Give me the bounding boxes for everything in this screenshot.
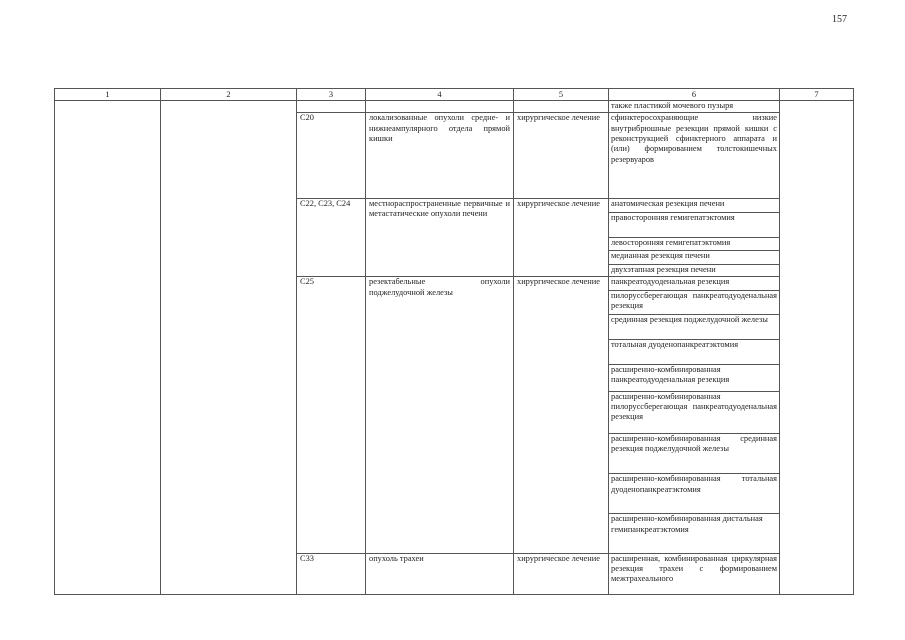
condition-cell: местнораспространенные первичные и метастатические опухоли печени — [366, 198, 514, 276]
column-header: 2 — [161, 89, 297, 101]
condition-cell — [366, 101, 514, 113]
procedure-cell: расширенно-комбинированная тотальная дуоденопанкреатэктомия — [609, 474, 780, 514]
procedure-cell: левосторонняя гемигепатэктомия — [609, 237, 780, 250]
procedure-cell: срединная резекция поджелудочной железы — [609, 315, 780, 340]
procedure-cell: двухэтапная резекция печени — [609, 264, 780, 276]
condition-cell: резектабельные опухоли поджелудочной железы — [366, 277, 514, 553]
column-header: 5 — [514, 89, 609, 101]
procedure-cell: также пластикой мочевого пузыря — [609, 101, 780, 113]
treatment-cell: хирургическое лечение — [514, 277, 609, 553]
table-row — [55, 101, 854, 113]
column-7-cell — [780, 101, 854, 595]
table-header-row — [55, 89, 854, 101]
procedure-cell: расширенно-комбинированная панкреатодуоденальная резекция — [609, 364, 780, 391]
procedure-cell: правосторонняя гемигепатэктомия — [609, 213, 780, 238]
treatment-cell: хирургическое лечение — [514, 198, 609, 276]
procedure-cell: тотальная дуоденопанкреатэктомия — [609, 340, 780, 365]
column-header: 3 — [297, 89, 366, 101]
page-number: 157 — [832, 14, 847, 25]
procedure-cell: медианная резекция печени — [609, 251, 780, 264]
procedure-cell: анатомическая резекция печени — [609, 198, 780, 212]
treatment-cell: хирургическое лечение — [514, 553, 609, 594]
code-cell: C20 — [297, 113, 366, 199]
condition-cell: локализованные опухоли средне- и нижнеампулярного отдела прямой кишки — [366, 113, 514, 199]
procedure-cell: расширенно-комбинированная пилоруссберегающая панкреатодуоденальная резекция — [609, 391, 780, 433]
code-cell: C25 — [297, 277, 366, 553]
procedure-cell: пилоруссберегающая панкреатодуоденальная резекция — [609, 290, 780, 315]
column-2-cell — [161, 101, 297, 595]
procedure-cell: расширенно-комбинированная дистальная гемипанкреатэктомия — [609, 514, 780, 553]
code-cell — [297, 101, 366, 113]
procedures-table — [54, 88, 854, 595]
column-header: 4 — [366, 89, 514, 101]
column-1-cell — [55, 101, 161, 595]
treatment-cell: хирургическое лечение — [514, 113, 609, 199]
column-header: 6 — [609, 89, 780, 101]
procedure-cell: панкреатодуоденальная резекция — [609, 277, 780, 290]
procedure-cell: расширенно-комбинированная срединная резекция поджелудочной железы — [609, 433, 780, 473]
code-cell: C22, C23, C24 — [297, 198, 366, 276]
column-header: 1 — [55, 89, 161, 101]
code-cell: C33 — [297, 553, 366, 594]
procedure-cell: расширенная, комбинированная циркулярная резекция трахеи с формированием межтрахеального — [609, 553, 780, 594]
procedure-cell: сфинктеросохраняющие низкие внутрибрюшные резекции прямой кишки с реконструкцией сфинктерного аппарата и (или) формированием толстокишечных резервуаров — [609, 113, 780, 199]
treatment-cell — [514, 101, 609, 113]
column-header: 7 — [780, 89, 854, 101]
condition-cell: опухоль трахеи — [366, 553, 514, 594]
